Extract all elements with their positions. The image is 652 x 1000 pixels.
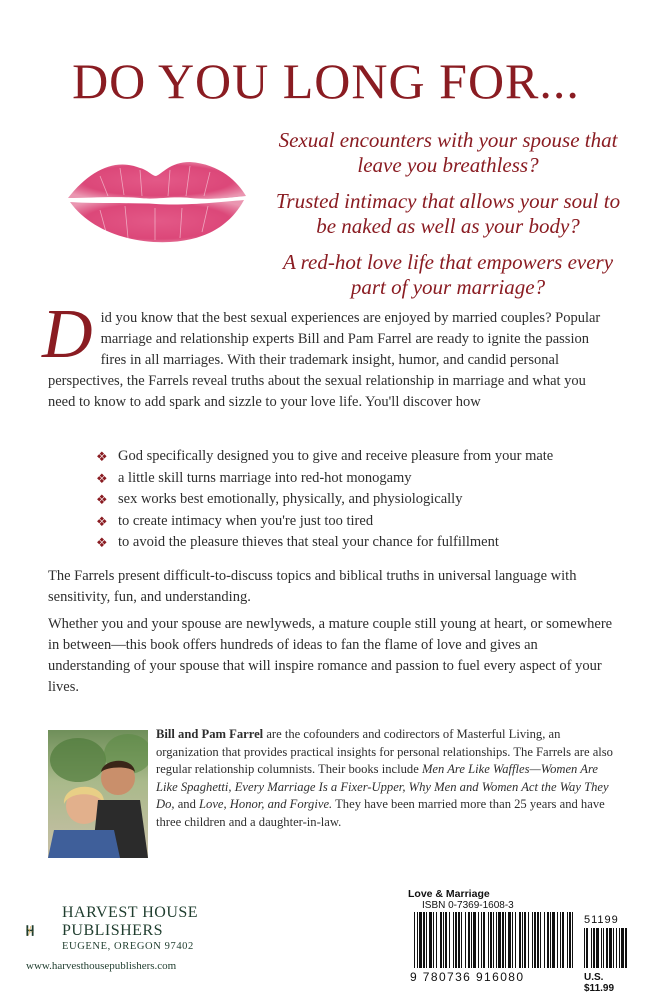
price-label: U.S. $11.99	[584, 972, 615, 994]
bullet-ornament-icon: ❖	[96, 492, 108, 507]
bullet-ornament-icon: ❖	[96, 535, 108, 550]
list-item	[96, 532, 616, 554]
headline: DO YOU LONG FOR...	[72, 53, 580, 109]
drop-cap: D	[42, 296, 93, 373]
question-list	[268, 128, 628, 311]
author-names: Bill and Pam Farrel	[156, 727, 264, 741]
book-titles: Men Are Like Waffles—Women Are Like Spaghetti, Every Marriage Is a Fixer-Upper, Why Men and Women Act the Way They Do,	[156, 762, 609, 812]
paragraph-topics: The Farrels present difficult-to-discuss topics and biblical truths in universal language with sensitivity, fun, and understanding.	[48, 568, 577, 605]
question-3: A red-hot love life that empowers every part of your marriage?	[282, 250, 614, 299]
intro-text: id you know that the best sexual experiences are enjoyed by married couples? Popular marriage and relationship experts Bill and Pam Farrel are ready to ignite the passion fires in all marriages. With their trademark insight, humor, and candid personal perspectives, the Farrels reveal truths about the sexual relationship in marriage and what you need to know to add spark and sizzle to your love life. You'll discover how	[48, 310, 601, 410]
publisher-website: www.harvesthousepublishers.com	[26, 960, 177, 972]
bullet-ornament-icon: ❖	[96, 513, 108, 529]
harvest-house-logo-icon	[26, 902, 66, 960]
question-2: Trusted intimacy that allows your soul to be naked as well as your body?	[275, 189, 621, 238]
publisher-line-1: HARVEST HOUSE	[62, 904, 199, 921]
list-item	[96, 468, 616, 490]
book-category: Love & Marriage	[408, 888, 490, 900]
bullet-ornament-icon: ❖	[96, 470, 108, 486]
price-code: 51199	[584, 914, 619, 926]
bio-text: are the cofounders and codirectors of Masterful Living, an organization that provides practical insights for personal relationships. The Farrels are also regular relationship columnists. Their books include	[156, 727, 613, 777]
list-item	[96, 446, 616, 468]
publisher-line-2: PUBLISHERS	[62, 922, 164, 939]
intro-paragraph	[42, 296, 616, 413]
question-1: Sexual encounters with your spouse that leave you breathless?	[278, 128, 618, 177]
publisher-name	[62, 904, 198, 954]
isbn-label: ISBN 0-7369-1608-3	[422, 900, 514, 911]
list-item-text: to create intimacy when you're just too tired	[118, 512, 374, 529]
publisher-location: EUGENE, OREGON 97402	[62, 941, 194, 952]
list-item	[96, 489, 616, 511]
author-bio	[156, 726, 616, 832]
author-photo	[48, 730, 148, 858]
ean-number: 9 780736 916080	[410, 970, 525, 984]
book-title: Love, Honor, and Forgive.	[199, 797, 333, 812]
list-item-text: to avoid the pleasure thieves that steal your chance for fulfillment	[118, 534, 499, 550]
list-item-text: sex works best emotionally, physically, and physiologically	[118, 491, 463, 507]
authors-photo-image	[48, 730, 148, 858]
bio-text: They have been married more than 25 years and have three children and a daughter-in-law.	[156, 797, 605, 829]
list-item-text: God specifically designed you to give and receive pleasure from your mate	[118, 448, 554, 464]
bullet-ornament-icon: ❖	[96, 449, 108, 464]
lips-kiss-print-image	[60, 140, 250, 250]
barcode-block	[402, 888, 632, 994]
list-item	[96, 511, 616, 533]
bio-text: and	[174, 797, 200, 812]
paragraph-couples: Whether you and your spouse are newlyweds, a mature couple still young at heart, or somewhere in between—this book offers hundreds of ideas to fan the flame of love and gives an understanding of your spouse that will inspire romance and passion to fuel every aspect of your lives.	[48, 616, 613, 695]
list-item-text: a little skill turns marriage into red-hot monogamy	[118, 469, 412, 486]
benefit-list	[96, 446, 616, 554]
